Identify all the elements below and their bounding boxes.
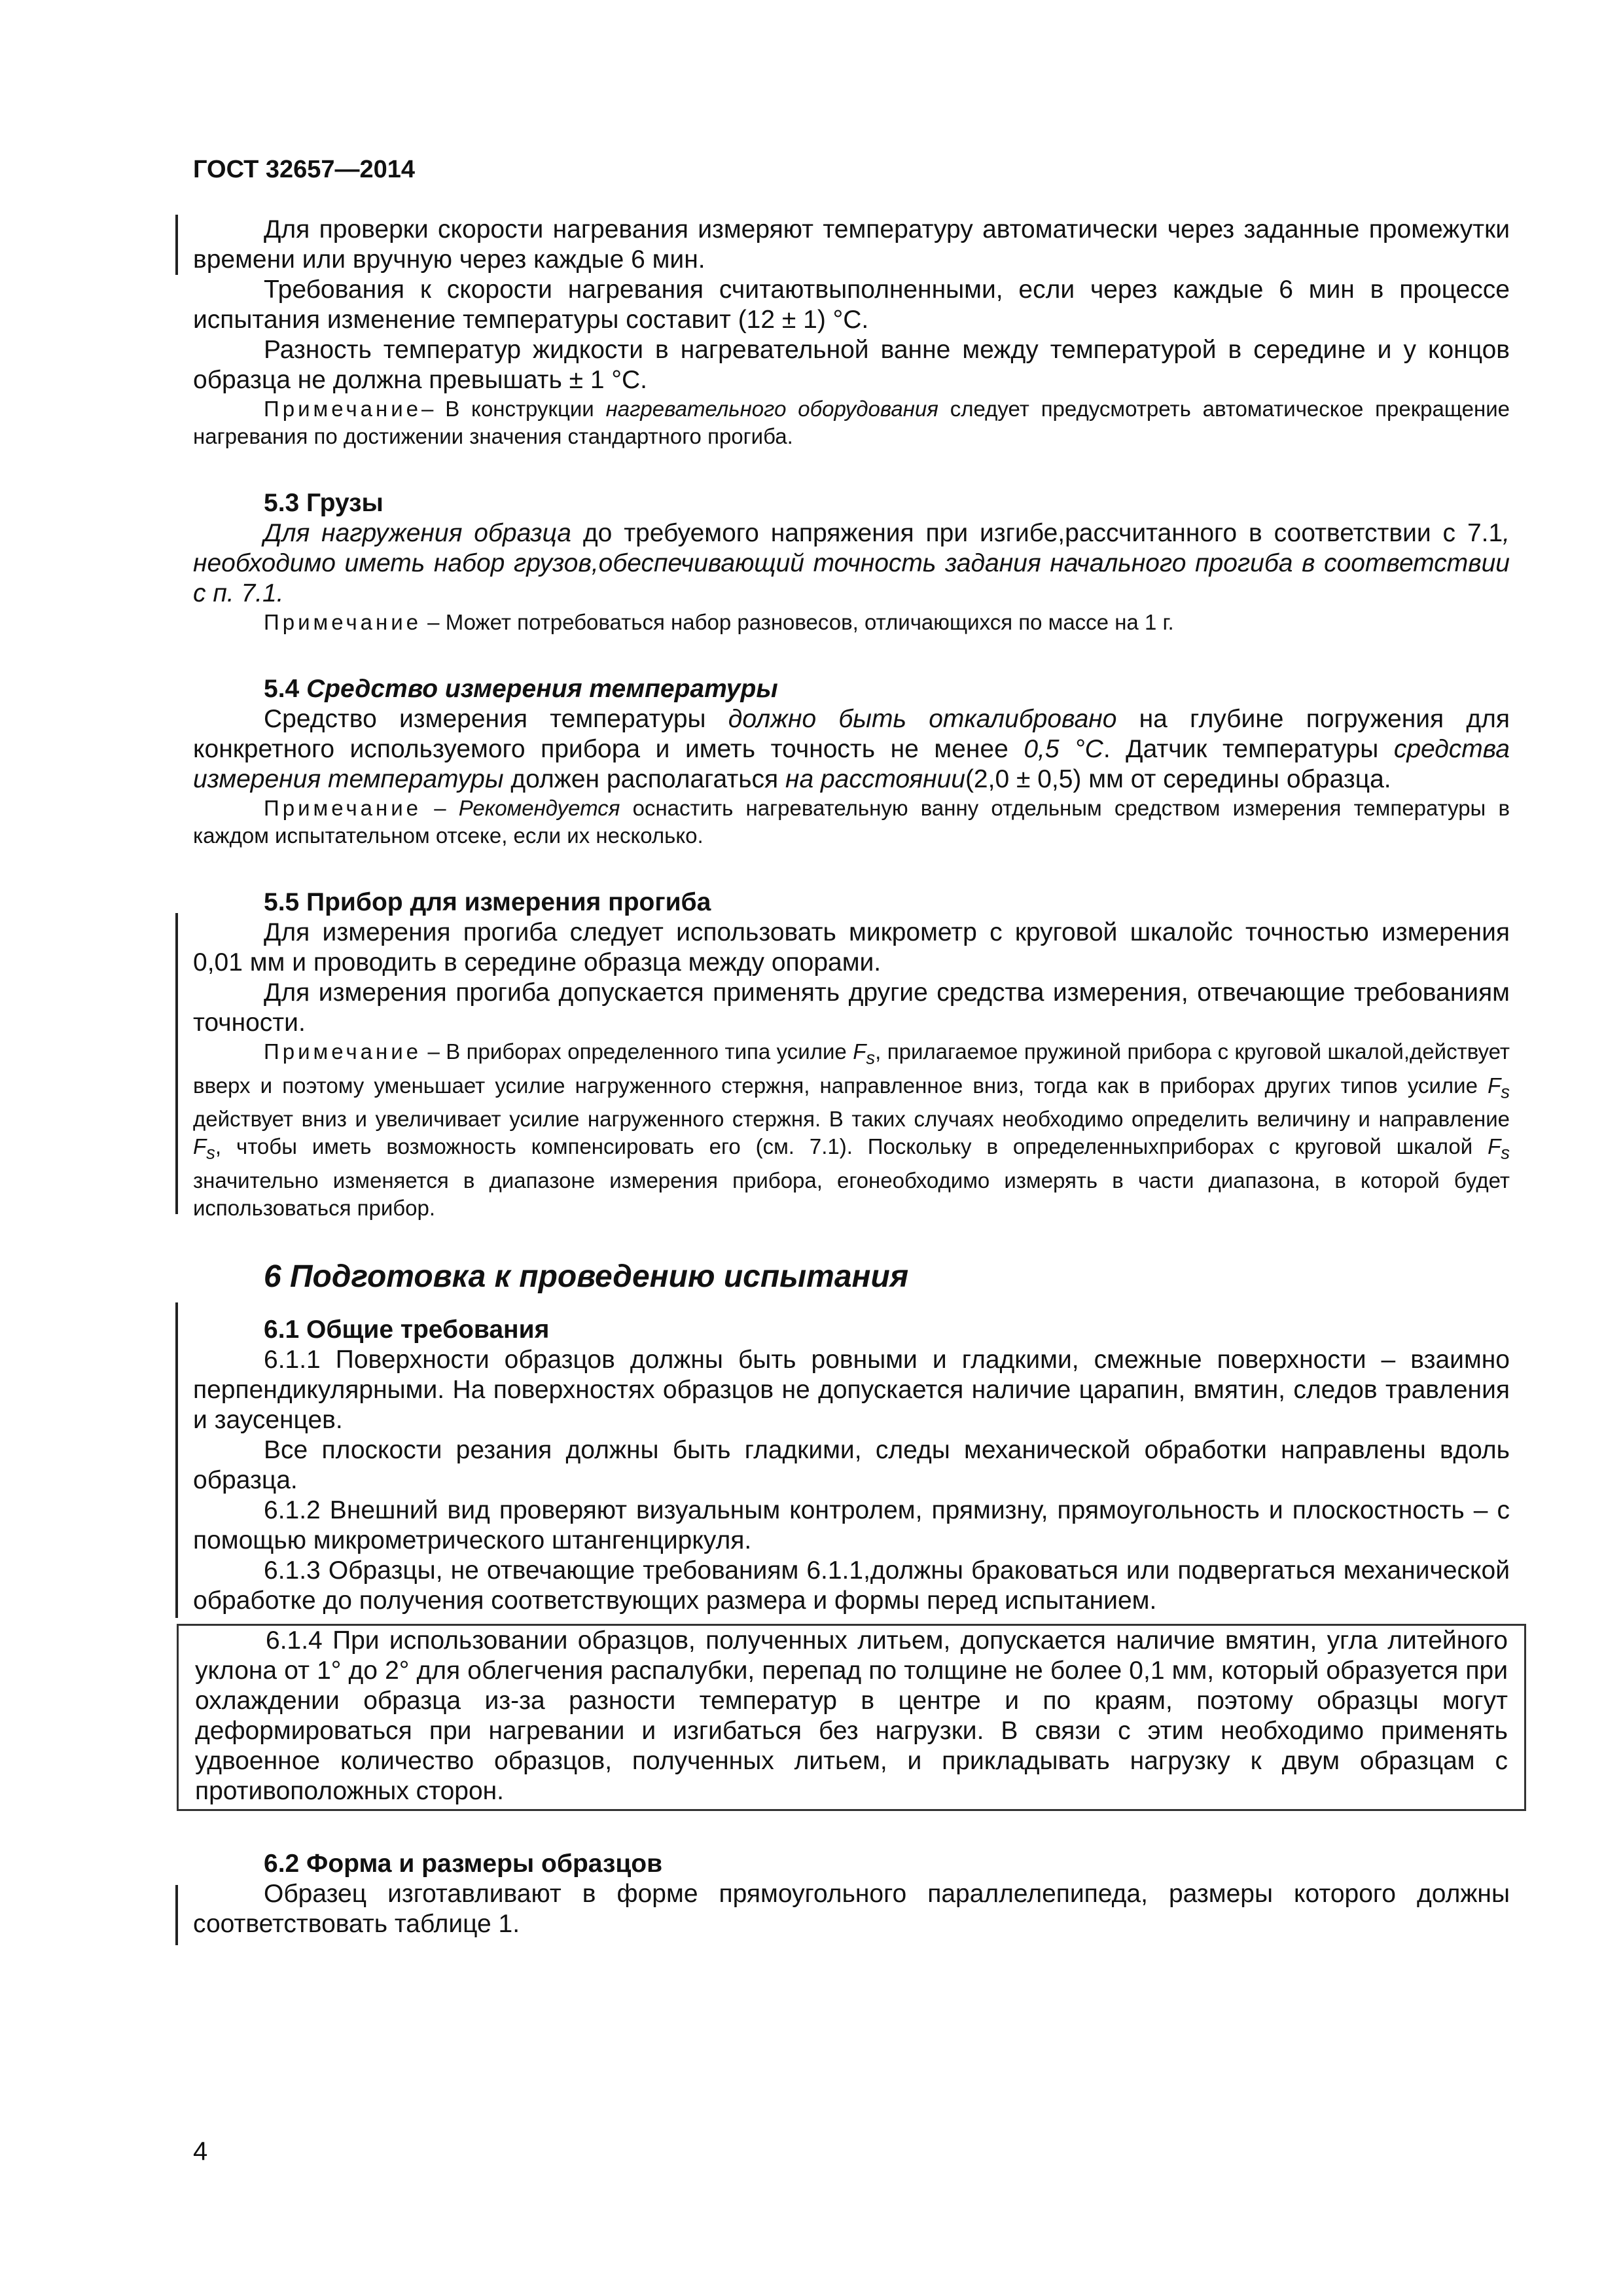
note-text: , чтобы иметь возможность компенсировать его (см. 7.1). Поскольку в определенныхприборах с круговой шкалой [215,1134,1488,1159]
text: должен располагаться [503,765,785,793]
heading-number: 5.4 [264,675,307,703]
text-italic: , необходимо иметь набор грузов,обеспечивающий точность задания начального прогиба в соответствии с п. 7.1. [193,519,1510,607]
section-heading-6-2: 6.2 Форма и размеры образцов [264,1849,663,1878]
note-text: оснастить нагревательную ванну отдельным средством измерения температуры в каждом испытательном отсеке, если их несколько. [193,796,1510,848]
paragraph [193,518,1510,609]
note-text: следует предусмотреть автоматическое прекращение нагревания по достижении значения стандартного прогиба. [193,397,1510,448]
document-header: ГОСТ 32657—2014 [193,156,416,183]
note-text: – В приборах определенного типа усилие [421,1039,853,1064]
heading-number: 6 [264,1259,291,1294]
note [193,1038,1510,1222]
text-italic: Для нагружения образца [264,519,571,547]
text-italic: средства измерения температуры [193,735,1510,793]
paragraph: Образец изготавливают в форме прямоугольного параллелепипеда, размеры которого должны соответствовать таблице 1. [193,1879,1510,1938]
fs-symbol: $F_s$ [853,1039,876,1068]
heading-text: Средство измерения температуры [306,675,778,703]
page-number: 4 [193,2137,208,2166]
heading-text: Подготовка к проведению испытания [290,1259,909,1294]
text: Средство измерения температуры [264,705,728,733]
section-heading-6-1: 6.1 Общие требования [264,1315,550,1344]
text-italic: должно быть откалибровано [728,705,1117,733]
text: (2,0 ± 0,5) мм от середины образца. [965,765,1391,793]
text: на глубине погружения для конкретного используемого прибора и иметь точность не менее [193,705,1510,763]
boxed-paragraph [177,1624,1526,1811]
paragraph: 6.1.1 Поверхности образцов должны быть ровными и гладкими, смежные поверхности – взаимно перпендикулярными. На поверхностях образцов не допускается наличие царапин, вмятин, следов травления и заусенцев. [193,1345,1510,1434]
revision-bar [175,215,178,275]
paragraph [193,704,1510,795]
paragraph: Требования к скорости нагревания считаютвыполненными, если через каждые 6 мин в процессе испытания изменение температуры составит (12 ± 1) °C. [193,276,1510,334]
document-body [193,215,1510,1939]
note-text: – В конструкции [421,397,606,421]
paragraph: Для проверки скорости нагревания измеряют температуру автоматически через заданные промежутки времени или вручную через каждые 6 мин. [193,215,1510,274]
note-text: значительно изменяется в диапазоне измерения прибора, егонеобходимо измерять в части диапазона, в которой будет использоваться прибор. [193,1168,1510,1220]
note-text: действует вниз и увеличивает усилие нагруженного стержня. В таких случаях необходимо определить величину и направление [193,1107,1510,1132]
note-label: Примечание [264,610,422,634]
paragraph: Для измерения прогиба допускается применять другие средства измерения, отвечающие требованиям точности. [193,978,1510,1037]
paragraph: 6.1.3 Образцы, не отвечающие требованиям 6.1.1,должны браковаться или подвергаться механической обработке до получения соответствующих размера и формы перед испытанием. [193,1556,1510,1615]
note-text: – Может потребоваться набор разновесов, отличающихся по массе на 1 г. [421,610,1174,634]
note-text: – [421,796,459,820]
note-text-italic: нагревательного оборудования [605,397,938,421]
text: . Датчик температуры [1103,735,1394,763]
note [193,609,1510,636]
paragraph: 6.1.2 Внешний вид проверяют визуальным контролем, прямизну, прямоугольность и плоскостность – с помощью микрометрического штангенциркуля. [193,1496,1510,1554]
note [193,795,1510,850]
text: до требуемого напряжения при изгибе,рассчитанного в соответствии с 7.1 [571,519,1503,547]
paragraph: Разность температур жидкости в нагревательной ванне между температурой в середине и у концов образца не должна превышать ± 1 °C. [193,336,1510,394]
revision-bar [175,913,178,1214]
fs-symbol: $F_s$ [193,1134,215,1163]
section-heading-6 [264,1259,1510,1295]
fs-symbol: $F_s$ [1488,1134,1510,1163]
section-heading-5-3: 5.3 Грузы [264,489,383,517]
note-label: Примечание [264,397,422,421]
section-heading-5-5: 5.5 Прибор для измерения прогиба [264,888,711,916]
text-italic: на расстоянии [785,765,965,793]
revision-bar [175,1885,178,1945]
note [193,395,1510,450]
note-label: Примечание [264,1039,422,1064]
note-text: , прилагаемое пружиной прибора с круговой шкалой,действует вверх и поэтому уменьшает усилие нагруженного стержня, направленное вниз, тогда как в приборах других типов усилие [193,1039,1510,1098]
paragraph: Все плоскости резания должны быть гладкими, следы механической обработки направлены вдоль образца. [193,1435,1510,1494]
note-text-italic: Рекомендуется [458,796,620,820]
note-label: Примечание [264,796,422,820]
section-heading-5-4 [264,674,1510,704]
paragraph: 6.1.4 При использовании образцов, полученных литьем, допускается наличие вмятин, угла литейного уклона от 1° до 2° для облегчения распалубки, перепад по толщине не более 0,1 мм, который образуется при охлаждении образца из-за разности температур в центре и по краям, поэтому образцы могут деформироваться при нагревании и изгибаться без нагрузки. В связи с этим необходимо применять удвоенное количество образцов, полученных литьем, и прикладывать нагрузку к двум образцам с противоположных сторон. [195,1626,1508,1805]
text-italic: 0,5 °C [1024,735,1103,763]
revision-bar [175,1302,178,1618]
paragraph: Для измерения прогиба следует использовать микрометр с круговой шкалойс точностью измерения 0,01 мм и проводить в середине образца между опорами. [193,918,1510,977]
fs-symbol: $F_s$ [1488,1073,1510,1102]
